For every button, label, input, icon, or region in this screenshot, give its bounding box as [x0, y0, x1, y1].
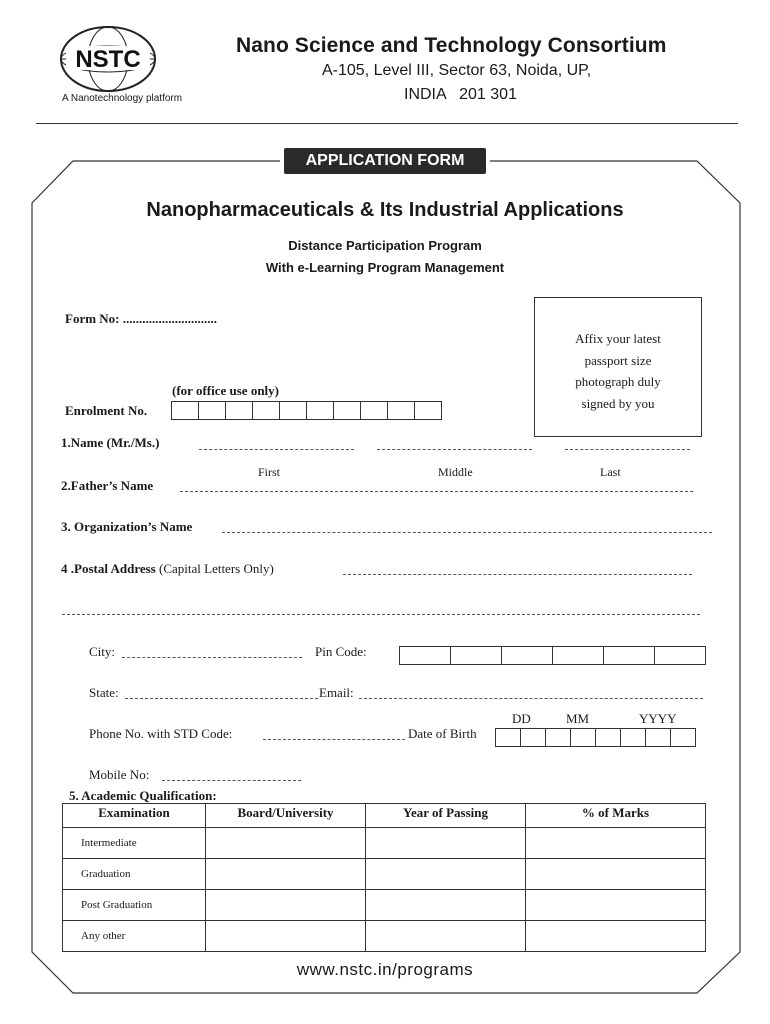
table-header: Year of Passing	[366, 804, 526, 828]
first-name-field[interactable]	[199, 449, 354, 450]
father-name-label: 2.Father’s Name	[61, 478, 154, 493]
logo-text: NSTC	[75, 46, 141, 73]
photo-instructions	[534, 328, 702, 414]
exam-cell: Intermediate	[63, 828, 206, 859]
year-cell[interactable]	[366, 921, 526, 952]
middle-name-caption: Middle	[438, 465, 473, 479]
photo-line: photograph duly	[575, 374, 661, 389]
phone-label: Phone No. with STD Code:	[89, 726, 233, 741]
mobile-label: Mobile No:	[89, 767, 150, 782]
postal-label-text: 4 .Postal Address	[61, 561, 156, 576]
address-line-2: INDIA 201 301	[404, 86, 517, 103]
table-row	[63, 828, 706, 859]
org-name: Nano Science and Technology Consortium	[236, 34, 667, 57]
table-row	[63, 890, 706, 921]
photo-line: passport size	[584, 352, 652, 368]
year-cell[interactable]	[366, 828, 526, 859]
marks-cell[interactable]	[526, 859, 706, 890]
city-field[interactable]	[122, 657, 302, 658]
photo-line: signed by you	[581, 395, 655, 411]
board-cell[interactable]	[206, 921, 366, 952]
state-label: State:	[89, 685, 119, 700]
tagline: A Nanotechnology platform	[62, 93, 183, 104]
enrolment-label: Enrolment No.	[65, 403, 148, 418]
first-name-caption: First	[258, 465, 281, 479]
name-label: 1.Name (Mr./Ms.)	[61, 435, 160, 450]
course-title: Nanopharmaceuticals & Its Industrial Applications	[146, 199, 624, 221]
organization-field[interactable]	[222, 532, 712, 533]
exam-cell: Any other	[63, 921, 206, 952]
table-header: Board/University	[206, 804, 366, 828]
table-header: % of Marks	[526, 804, 706, 828]
website-url[interactable]: www.nstc.in/programs	[296, 960, 474, 979]
nstc-logo	[58, 24, 158, 94]
board-cell[interactable]	[206, 890, 366, 921]
postal-address-field[interactable]	[343, 574, 692, 575]
form-number: Form No: .............................	[65, 311, 218, 326]
table-header-row	[63, 804, 706, 828]
dob-day-caption: DD	[512, 711, 531, 726]
city-label: City:	[89, 644, 116, 659]
board-cell[interactable]	[206, 828, 366, 859]
mobile-field[interactable]	[162, 780, 301, 781]
pin-code-label: Pin Code:	[315, 644, 367, 659]
dob-month-caption: MM	[566, 711, 590, 726]
phone-field[interactable]	[263, 739, 405, 740]
organization-label: 3. Organization’s Name	[61, 519, 193, 534]
pin-code-boxes[interactable]	[400, 646, 706, 665]
table-header: Examination	[63, 804, 206, 828]
table-row	[63, 859, 706, 890]
exam-cell: Graduation	[63, 859, 206, 890]
dob-boxes[interactable]	[496, 728, 696, 747]
enrolment-boxes[interactable]	[172, 401, 442, 420]
email-label: Email:	[319, 685, 354, 700]
dob-year-caption: YYYY	[639, 711, 677, 726]
table-row	[63, 921, 706, 952]
academic-table	[62, 803, 706, 952]
office-use-note: (for office use only)	[172, 383, 279, 398]
postal-address-label	[61, 561, 274, 577]
marks-cell[interactable]	[526, 890, 706, 921]
year-cell[interactable]	[366, 859, 526, 890]
postal-note: (Capital Letters Only)	[159, 561, 274, 576]
father-name-field[interactable]	[180, 491, 693, 492]
dob-label: Date of Birth	[408, 726, 477, 741]
header-divider	[36, 123, 738, 124]
board-cell[interactable]	[206, 859, 366, 890]
exam-cell: Post Graduation	[63, 890, 206, 921]
marks-cell[interactable]	[526, 828, 706, 859]
address-line-1: A-105, Level III, Sector 63, Noida, UP,	[322, 62, 592, 79]
middle-name-field[interactable]	[377, 449, 532, 450]
email-field[interactable]	[359, 698, 703, 699]
last-name-field[interactable]	[565, 449, 690, 450]
marks-cell[interactable]	[526, 921, 706, 952]
academic-qualification-label: 5. Academic Qualification:	[69, 788, 217, 803]
postal-address-field-2[interactable]	[62, 614, 700, 615]
program-subtitle-2: With e-Learning Program Management	[265, 260, 505, 275]
application-form-badge: APPLICATION FORM	[284, 148, 486, 174]
year-cell[interactable]	[366, 890, 526, 921]
state-field[interactable]	[125, 698, 318, 699]
last-name-caption: Last	[600, 465, 621, 479]
program-subtitle: Distance Participation Program	[288, 238, 482, 253]
photo-line: Affix your latest	[575, 331, 661, 346]
